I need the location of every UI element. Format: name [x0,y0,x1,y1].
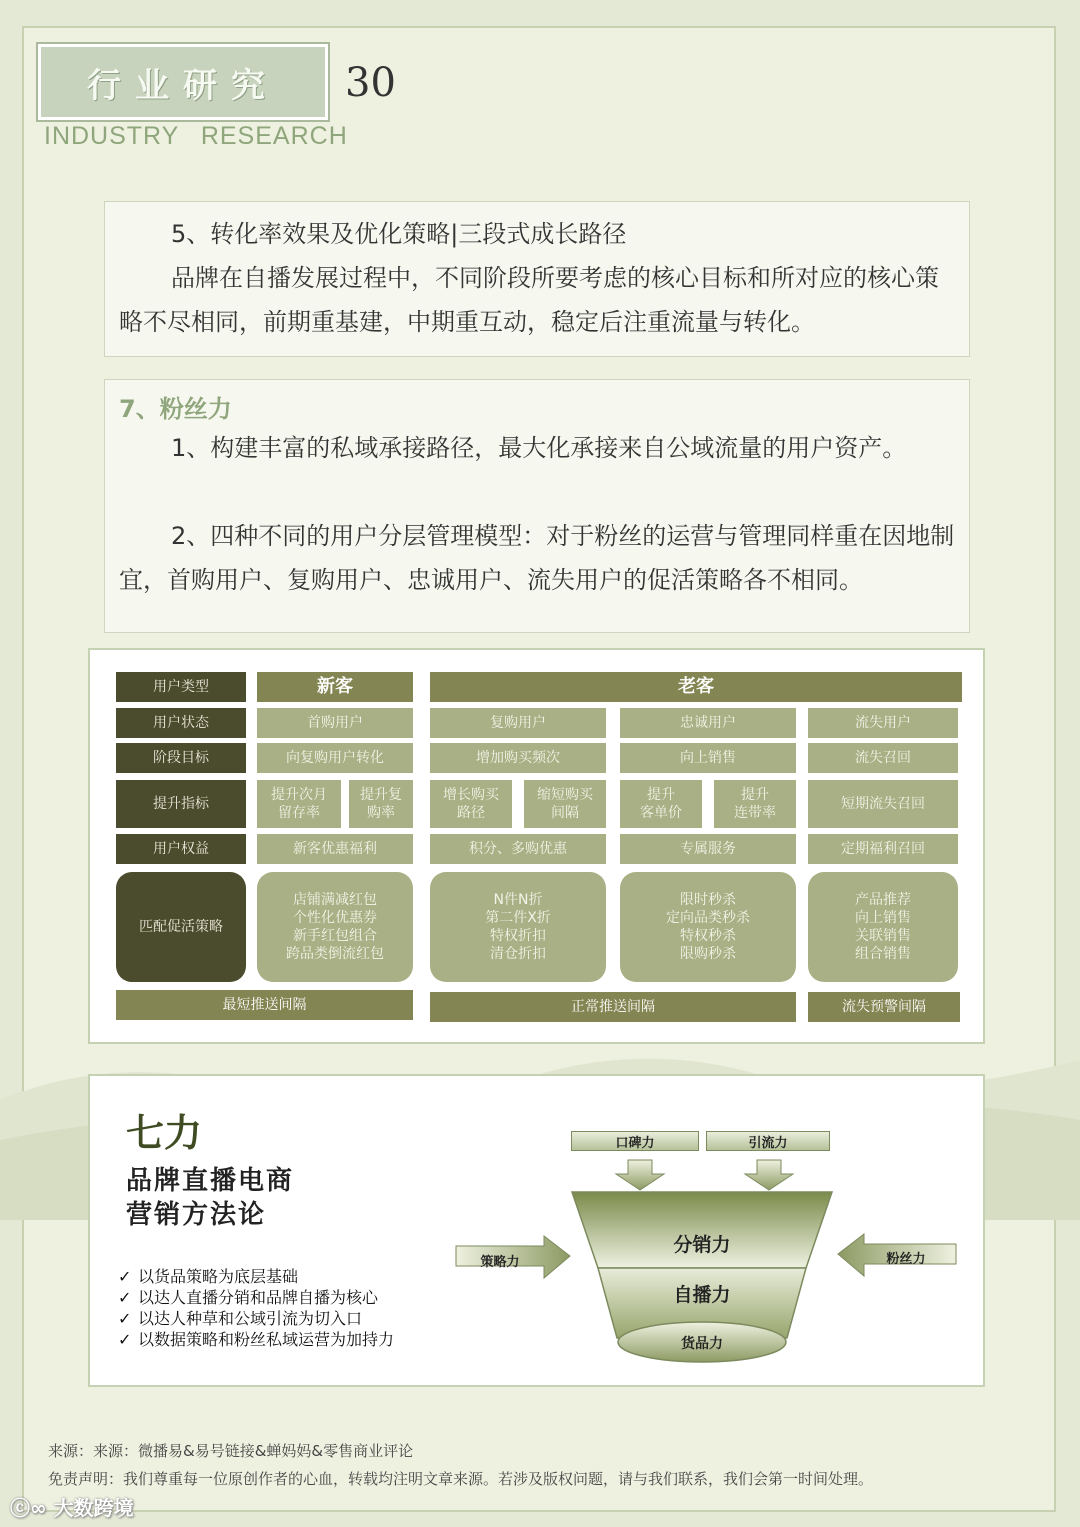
row-label: 用户类型 [116,672,246,702]
section-7-paragraph-2: 2、四种不同的用户分层管理模型：对于粉丝的运营与管理同样重在因地制宜，首购用户、复购用户、忠诚用户、流失用户的促活策略各不相同。 [119,522,955,594]
footer-disclaimer: 免责声明：我们尊重每一位原创作者的心血，转载均注明文章来源。若涉及版权问题，请与我们联系，我们会第一时间处理。 [48,1470,874,1488]
interval-cell: 正常推送间隔 [430,992,796,1022]
check-icon: ✓ [118,1267,132,1286]
benefit-cell: 新客优惠福利 [257,834,413,864]
tag-right: 粉丝力 [886,1252,926,1267]
footer-source: 来源：来源：微播易&易号链接&蝉妈妈&零售商业评论 [48,1442,414,1460]
check-icon: ✓ [118,1330,132,1349]
benefit-cell: 定期福利召回 [808,834,958,864]
new-customer-header: 新客 [257,672,413,702]
row-label: 用户权益 [116,834,246,864]
goal-cell: 增加购买频次 [430,743,606,773]
spacer [119,470,955,514]
strategy-cell: 店铺满减红包 个性化优惠券 新手红包组合 跨品类倒流红包 [257,872,413,982]
section-5-card [104,201,970,357]
state-cell: 复购用户 [430,708,606,738]
metric-cell: 提升 客单价 [620,780,702,828]
state-cell: 首购用户 [257,708,413,738]
arrow-down-icon [616,1160,664,1190]
section-5-body: 品牌在自播发展过程中，不同阶段所要考虑的核心目标和所对应的核心策略不尽相同，前期重基建，中期重互动，稳定后注重流量与转化。 [119,264,939,336]
section-5-heading: 5、转化率效果及优化策略|三段式成长路径 [171,220,627,248]
metric-cell: 缩短购买 间隔 [524,780,606,828]
goal-cell: 流失召回 [808,743,958,773]
check-icon: ✓ [118,1309,132,1328]
bullet-item: ✓ 以达人种草和公域引流为切入口 [118,1309,363,1328]
header-title-en: INDUSTRY RESEARCH [44,122,348,150]
strategy-cell: 限时秒杀 定向品类秒杀 特权秒杀 限购秒杀 [620,872,796,982]
funnel-label: 自播力 [673,1284,731,1306]
funnel-label: 分销力 [673,1234,731,1256]
row-label: 提升指标 [116,780,246,828]
metric-cell: 提升次月 留存率 [257,780,341,828]
page-number: 30 [345,60,396,106]
seven-forces-subtitle-2: 营销方法论 [126,1200,267,1230]
strategy-cell: 产品推荐 向上销售 关联销售 组合销售 [808,872,958,982]
user-segmentation-table [88,648,985,1044]
row-label: 用户状态 [116,708,246,738]
benefit-cell: 专属服务 [620,834,796,864]
seven-forces-subtitle-1: 品牌直播电商 [126,1166,295,1196]
funnel-diagram [90,1076,983,1385]
metric-cell: 提升复 购率 [349,780,413,828]
strategy-cell: N件N折 第二件X折 特权折扣 清仓折扣 [430,872,606,982]
interval-cell: 流失预警间隔 [808,992,960,1022]
section-7-card [104,379,970,633]
bullet-item: ✓ 以达人直播分销和品牌自播为核心 [118,1288,379,1307]
metric-cell: 增长购买 路径 [430,780,512,828]
seven-forces-title: 七力 [126,1111,203,1155]
arrow-down-icon [745,1160,793,1190]
tag-top: 引流力 [706,1131,830,1151]
goal-cell: 向复购用户转化 [257,743,413,773]
bullet-item: ✓ 以货品策略为底层基础 [118,1267,299,1286]
row-label: 阶段目标 [116,743,246,773]
funnel-label: 货品力 [681,1336,723,1352]
benefit-cell: 积分、多购优惠 [430,834,606,864]
old-customer-header: 老客 [430,672,962,702]
interval-cell: 最短推送间隔 [116,990,413,1020]
row-label: 匹配促活策略 [116,872,246,982]
seven-forces-card [88,1074,985,1387]
bullet-item: ✓ 以数据策略和粉丝私域运营为加持力 [118,1330,395,1349]
watermark-logo-icon: ⓒ∞ [10,1496,54,1520]
watermark: ⓒ∞ 大数跨境 [10,1496,134,1520]
section-7-heading: 7、粉丝力 [119,395,232,423]
state-cell: 忠诚用户 [620,708,796,738]
section-7-paragraph-1: 1、构建丰富的私域承接路径，最大化承接来自公域流量的用户资产。 [171,434,907,462]
header-title-box [38,44,328,120]
state-cell: 流失用户 [808,708,958,738]
tag-top: 口碑力 [571,1131,699,1151]
metric-cell: 提升 连带率 [714,780,796,828]
tag-left: 策略力 [480,1255,520,1270]
metric-cell: 短期流失召回 [808,780,958,828]
goal-cell: 向上销售 [620,743,796,773]
header-title-cn: 行业研究 [87,65,279,106]
check-icon: ✓ [118,1288,132,1307]
